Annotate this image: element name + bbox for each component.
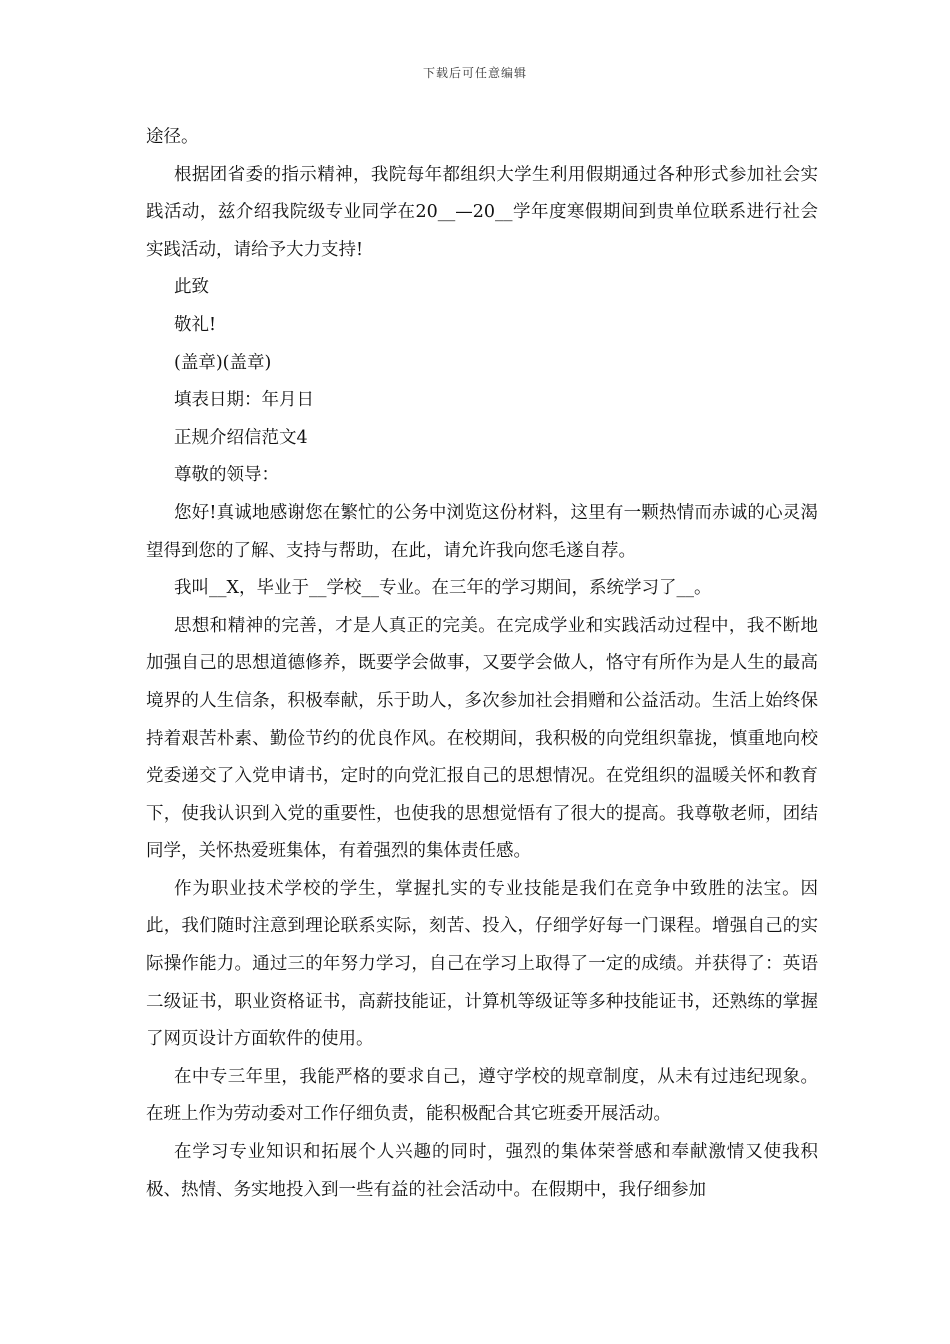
paragraph: 在学习专业知识和拓展个人兴趣的同时，强烈的集体荣誉感和奉献激情又使我积极、热情、务实地投入到一些有益的社会活动中。在假期中，我仔细参加	[146, 1142, 818, 1200]
paragraph: 作为职业技术学校的学生，掌握扎实的专业技能是我们在竞争中致胜的法宝。因此，我们随时注意到理论联系实际，刻苦、投入，仔细学好每一门课程。增强自己的实际操作能力。通过三的年努力学习，自己在学习上取得了一定的成绩。并获得了：英语二级证书，职业资格证书，高薪技能证，计算机等级证等多种技能证书，还熟练的掌握了网页设计方面软件的使用。	[146, 878, 818, 1050]
paragraph: 此致	[174, 277, 209, 298]
paragraph: 正规介绍信范文4	[174, 427, 308, 448]
paragraph: 根据团省委的指示精神，我院每年都组织大学生利用假期通过各种形式参加社会实践活动，兹介绍我院级专业同学在20__—20__学年度寒假期间到贵单位联系进行社会实践活动，请给予大力支持!	[146, 164, 818, 260]
paragraph: 您好!真诚地感谢您在繁忙的公务中浏览这份材料，这里有一颗热情而赤诚的心灵渴望得到您的了解、支持与帮助，在此，请允许我向您毛遂自荐。	[146, 502, 818, 561]
paragraph: (盖章)(盖章)	[174, 352, 272, 373]
paragraph: 我叫__X，毕业于__学校__专业。在三年的学习期间，系统学习了__。	[174, 578, 712, 599]
paragraph: 填表日期：年月日	[174, 390, 314, 411]
paragraph: 思想和精神的完善，才是人真正的完美。在完成学业和实践活动过程中，我不断地加强自己的思想道德修养，既要学会做事，又要学会做人，恪守有所作为是人生的最高境界的人生信条，积极奉献，乐于助人，多次参加社会捐赠和公益活动。生活上始终保持着艰苦朴素、勤俭节约的优良作风。在校期间，我积极的向党组织靠拢，慎重地向校党委递交了入党申请书，定时的向党汇报自己的思想情况。在党组织的温暖关怀和教育下，使我认识到入党的重要性，也使我的思想觉悟有了很大的提高。我尊敬老师，团结同学，关怀热爱班集体，有着强烈的集体责任感。	[146, 615, 818, 862]
paragraph: 敬礼!	[174, 314, 217, 335]
paragraph: 在中专三年里，我能严格的要求自己，遵守学校的规章制度，从未有过违纪现象。在班上作为劳动委对工作仔细负责，能积极配合其它班委开展活动。	[146, 1066, 818, 1125]
document-body	[146, 119, 818, 1209]
paragraph: 尊敬的领导：	[174, 465, 279, 486]
paragraph: 途径。	[146, 127, 199, 147]
page-header: 下载后可任意编辑	[422, 66, 527, 80]
